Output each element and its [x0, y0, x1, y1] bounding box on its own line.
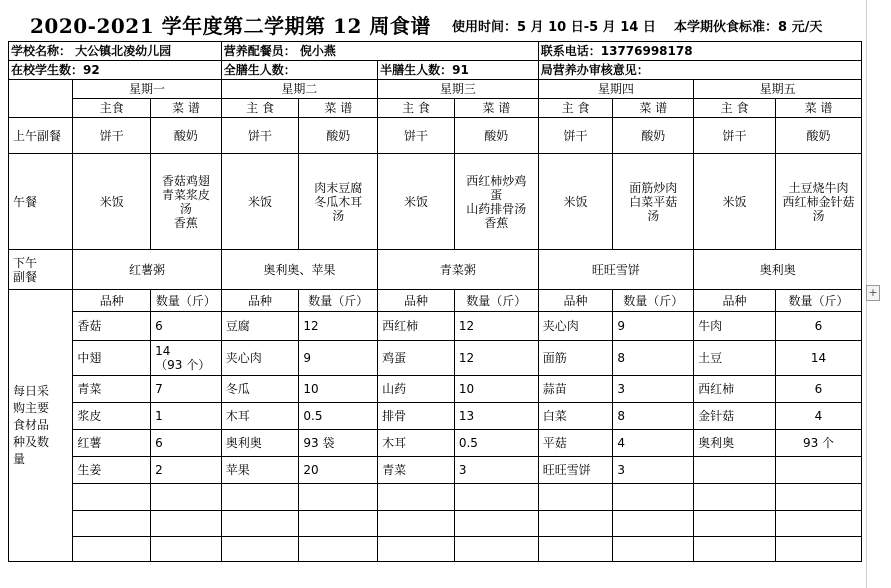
purchase-item [538, 537, 613, 562]
lunch-dish [613, 154, 694, 250]
morning-snack-item: 酸奶 [299, 118, 378, 154]
purchase-item: 土豆 [694, 341, 776, 376]
lunch-staple: 米饭 [694, 154, 776, 250]
purchase-quantity: 6 [151, 312, 222, 341]
purchase-item [694, 537, 776, 562]
morning-snack-item: 酸奶 [613, 118, 694, 154]
purchase-quantity [151, 537, 222, 562]
purchase-quantity: 6 [775, 376, 861, 403]
purchase-col-header: 数量（斤） [775, 290, 861, 312]
purchase-quantity: 6 [775, 312, 861, 341]
purchase-quantity: 6 [151, 430, 222, 457]
purchase-item: 苹果 [221, 457, 299, 484]
half-board-count: 半膳生人数：91 [378, 61, 539, 80]
purchase-item: 香菇 [73, 312, 151, 341]
nutritionist: 营养配餐员： 倪小燕 [221, 42, 538, 61]
purchase-quantity: 9 [299, 341, 378, 376]
table-row [9, 42, 862, 61]
cell-line: 14 [155, 344, 171, 358]
cell-line: 汤 [812, 208, 825, 223]
afternoon-snack-item: 旺旺雪饼 [538, 250, 693, 290]
cell-line: 蛋 [490, 187, 503, 202]
purchase-quantity [299, 537, 378, 562]
afternoon-snack-item: 奥利奥 [694, 250, 862, 290]
cell-line: 青菜浆皮 [161, 187, 210, 202]
purchase-item [694, 457, 776, 484]
purchase-quantity [613, 484, 694, 511]
sub-header: 菜 谱 [775, 99, 861, 118]
table-row [9, 118, 862, 154]
purchase-item [378, 537, 455, 562]
purchase-item: 生姜 [73, 457, 151, 484]
morning-snack-item: 饼干 [538, 118, 613, 154]
purchase-quantity: 12 [299, 312, 378, 341]
expand-button[interactable]: + [866, 285, 880, 301]
purchase-quantity: 7 [151, 376, 222, 403]
purchase-quantity: 2 [151, 457, 222, 484]
purchase-col-header: 品种 [221, 290, 299, 312]
sub-header: 主食 [73, 99, 151, 118]
purchase-quantity [454, 511, 538, 537]
lunch-staple: 米饭 [378, 154, 455, 250]
purchase-quantity: 13 [454, 403, 538, 430]
purchase-item [221, 537, 299, 562]
table-row [9, 511, 862, 537]
purchase-col-header: 品种 [73, 290, 151, 312]
purchase-quantity: 4 [613, 430, 694, 457]
morning-snack-item: 酸奶 [454, 118, 538, 154]
cell-line: 西红柿炒鸡 [466, 173, 527, 188]
purchase-item: 山药 [378, 376, 455, 403]
purchase-quantity: 10 [299, 376, 378, 403]
purchase-quantity: 4 [775, 403, 861, 430]
menu-table [8, 41, 862, 562]
cell-line: 香蕉 [173, 215, 198, 230]
morning-snack-item: 饼干 [378, 118, 455, 154]
cell-line: 香蕉 [484, 215, 509, 230]
morning-snack-label: 上午副餐 [9, 118, 73, 154]
purchase-item: 奥利奥 [221, 430, 299, 457]
afternoon-snack-label [9, 250, 73, 290]
purchase-quantity: 3 [613, 457, 694, 484]
cell-line: 土豆烧牛肉 [788, 180, 849, 195]
purchase-item: 西红柿 [378, 312, 455, 341]
purchase-item: 木耳 [378, 430, 455, 457]
purchase-quantity [613, 537, 694, 562]
purchase-quantity: 8 [613, 403, 694, 430]
table-row [9, 312, 862, 341]
sub-header: 菜 谱 [613, 99, 694, 118]
cell-line: 下午 [13, 255, 38, 270]
purchase-item: 牛肉 [694, 312, 776, 341]
purchase-item [73, 511, 151, 537]
afternoon-snack-item: 红薯粥 [73, 250, 221, 290]
morning-snack-item: 饼干 [694, 118, 776, 154]
lunch-staple: 米饭 [221, 154, 299, 250]
purchase-item [378, 484, 455, 511]
review-opinion: 局营养办审核意见： [538, 61, 861, 80]
day-header: 星期二 [221, 80, 377, 99]
cell-line: 肉末豆腐 [314, 180, 363, 195]
phone-number: 联系电话：13776998178 [538, 42, 861, 61]
purchase-item [694, 511, 776, 537]
lunch-label: 午餐 [9, 154, 73, 250]
cell-line: 西红柿金针菇 [782, 194, 855, 209]
purchase-col-header: 数量（斤） [454, 290, 538, 312]
table-row [9, 154, 862, 250]
sub-header: 主 食 [221, 99, 299, 118]
cell-line: 副餐 [13, 269, 38, 284]
purchase-col-header: 数量（斤） [613, 290, 694, 312]
purchase-item: 红薯 [73, 430, 151, 457]
cell-line: 量 [13, 452, 26, 466]
table-row [9, 99, 862, 118]
lunch-dish [775, 154, 861, 250]
table-row [9, 537, 862, 562]
afternoon-snack-item: 青菜粥 [378, 250, 539, 290]
table-row [9, 376, 862, 403]
purchase-quantity: 93 个 [775, 430, 861, 457]
purchase-quantity [151, 511, 222, 537]
purchase-item: 木耳 [221, 403, 299, 430]
cell-line: 购主要 [13, 401, 50, 415]
purchase-quantity: 10 [454, 376, 538, 403]
lunch-staple: 米饭 [73, 154, 151, 250]
purchase-item: 青菜 [378, 457, 455, 484]
purchase-item: 蒜苗 [538, 376, 613, 403]
sub-header: 菜 谱 [151, 99, 222, 118]
cell-line: 每日采 [13, 384, 50, 398]
purchase-item: 平菇 [538, 430, 613, 457]
cell-line: 汤 [179, 201, 192, 216]
purchase-quantity [151, 341, 222, 376]
page-title: 2020-2021 学年度第二学期第 12 周食谱 [30, 14, 431, 38]
cell-line: 汤 [647, 208, 660, 223]
purchase-quantity [613, 511, 694, 537]
purchase-col-header: 品种 [378, 290, 455, 312]
table-row [9, 290, 862, 312]
purchase-item [694, 484, 776, 511]
table-row [9, 61, 862, 80]
cell-line: （93 个） [155, 358, 211, 372]
day-header: 星期三 [378, 80, 539, 99]
lunch-dish [151, 154, 222, 250]
school-name: 学校名称： 大公镇北凌幼儿园 [9, 42, 222, 61]
purchase-quantity [454, 537, 538, 562]
sub-header: 主 食 [694, 99, 776, 118]
purchase-quantity [299, 511, 378, 537]
morning-snack-item: 饼干 [73, 118, 151, 154]
purchase-item: 面筋 [538, 341, 613, 376]
purchase-col-header: 数量（斤） [299, 290, 378, 312]
purchase-item: 青菜 [73, 376, 151, 403]
cell-line: 食材品 [13, 418, 50, 432]
table-row [9, 430, 862, 457]
purchase-item [73, 484, 151, 511]
purchase-quantity: 1 [151, 403, 222, 430]
purchase-item [73, 537, 151, 562]
purchase-item [538, 484, 613, 511]
purchase-item: 金针菇 [694, 403, 776, 430]
purchase-quantity: 12 [454, 341, 538, 376]
purchase-item: 冬瓜 [221, 376, 299, 403]
sub-header: 菜 谱 [299, 99, 378, 118]
purchase-item: 排骨 [378, 403, 455, 430]
purchase-quantity [454, 484, 538, 511]
purchase-item [221, 484, 299, 511]
day-header: 星期五 [694, 80, 862, 99]
day-header: 星期一 [73, 80, 221, 99]
cell-line: 香菇鸡翅 [161, 173, 210, 188]
purchase-item: 浆皮 [73, 403, 151, 430]
purchase-quantity: 93 袋 [299, 430, 378, 457]
purchase-item: 夹心肉 [538, 312, 613, 341]
purchase-quantity: 3 [454, 457, 538, 484]
morning-snack-item: 酸奶 [151, 118, 222, 154]
day-header: 星期四 [538, 80, 693, 99]
purchase-item: 豆腐 [221, 312, 299, 341]
table-row [9, 403, 862, 430]
purchase-item: 白菜 [538, 403, 613, 430]
purchase-quantity [775, 537, 861, 562]
table-row [9, 457, 862, 484]
table-row [9, 80, 862, 99]
table-row [9, 341, 862, 376]
purchase-item [538, 511, 613, 537]
morning-snack-item: 饼干 [221, 118, 299, 154]
cell-line: 种及数 [13, 435, 50, 449]
purchase-quantity [299, 484, 378, 511]
morning-snack-item: 酸奶 [775, 118, 861, 154]
cell-line: 山药排骨汤 [466, 201, 527, 216]
cell-line: 白菜平菇 [629, 194, 678, 209]
purchase-item: 旺旺雪饼 [538, 457, 613, 484]
purchase-quantity [151, 484, 222, 511]
sub-header: 主 食 [378, 99, 455, 118]
purchase-col-header: 品种 [538, 290, 613, 312]
sub-header: 菜 谱 [454, 99, 538, 118]
student-count: 在校学生数：92 [9, 61, 222, 80]
afternoon-snack-item: 奥利奥、苹果 [221, 250, 377, 290]
table-row [9, 484, 862, 511]
purchase-quantity: 14 [775, 341, 861, 376]
sub-header: 主 食 [538, 99, 613, 118]
corner-cell [9, 80, 73, 118]
table-row [9, 250, 862, 290]
purchase-quantity: 12 [454, 312, 538, 341]
purchase-quantity: 8 [613, 341, 694, 376]
purchase-quantity: 9 [613, 312, 694, 341]
purchase-col-header: 品种 [694, 290, 776, 312]
purchase-quantity: 0.5 [299, 403, 378, 430]
purchase-item: 夹心肉 [221, 341, 299, 376]
purchase-col-header: 数量（斤） [151, 290, 222, 312]
purchase-item [378, 511, 455, 537]
purchase-item: 西红柿 [694, 376, 776, 403]
meal-standard: 本学期伙食标准：8 元/天 [674, 20, 823, 35]
purchase-quantity: 20 [299, 457, 378, 484]
cell-line: 汤 [332, 208, 345, 223]
cell-line: 面筋炒肉 [629, 180, 678, 195]
purchase-label [9, 290, 73, 562]
lunch-dish [454, 154, 538, 250]
purchase-item: 中翅 [73, 341, 151, 376]
usage-time: 使用时间：5 月 10 日-5 月 14 日 [452, 20, 656, 35]
lunch-dish [299, 154, 378, 250]
purchase-quantity [775, 484, 861, 511]
cell-line: 冬瓜木耳 [314, 194, 363, 209]
purchase-quantity [775, 457, 861, 484]
title-row [0, 8, 891, 42]
purchase-item [221, 511, 299, 537]
purchase-quantity [775, 511, 861, 537]
lunch-staple: 米饭 [538, 154, 613, 250]
purchase-quantity: 0.5 [454, 430, 538, 457]
full-board-count: 全膳生人数： [221, 61, 377, 80]
purchase-quantity: 3 [613, 376, 694, 403]
purchase-item: 鸡蛋 [378, 341, 455, 376]
purchase-item: 奥利奥 [694, 430, 776, 457]
